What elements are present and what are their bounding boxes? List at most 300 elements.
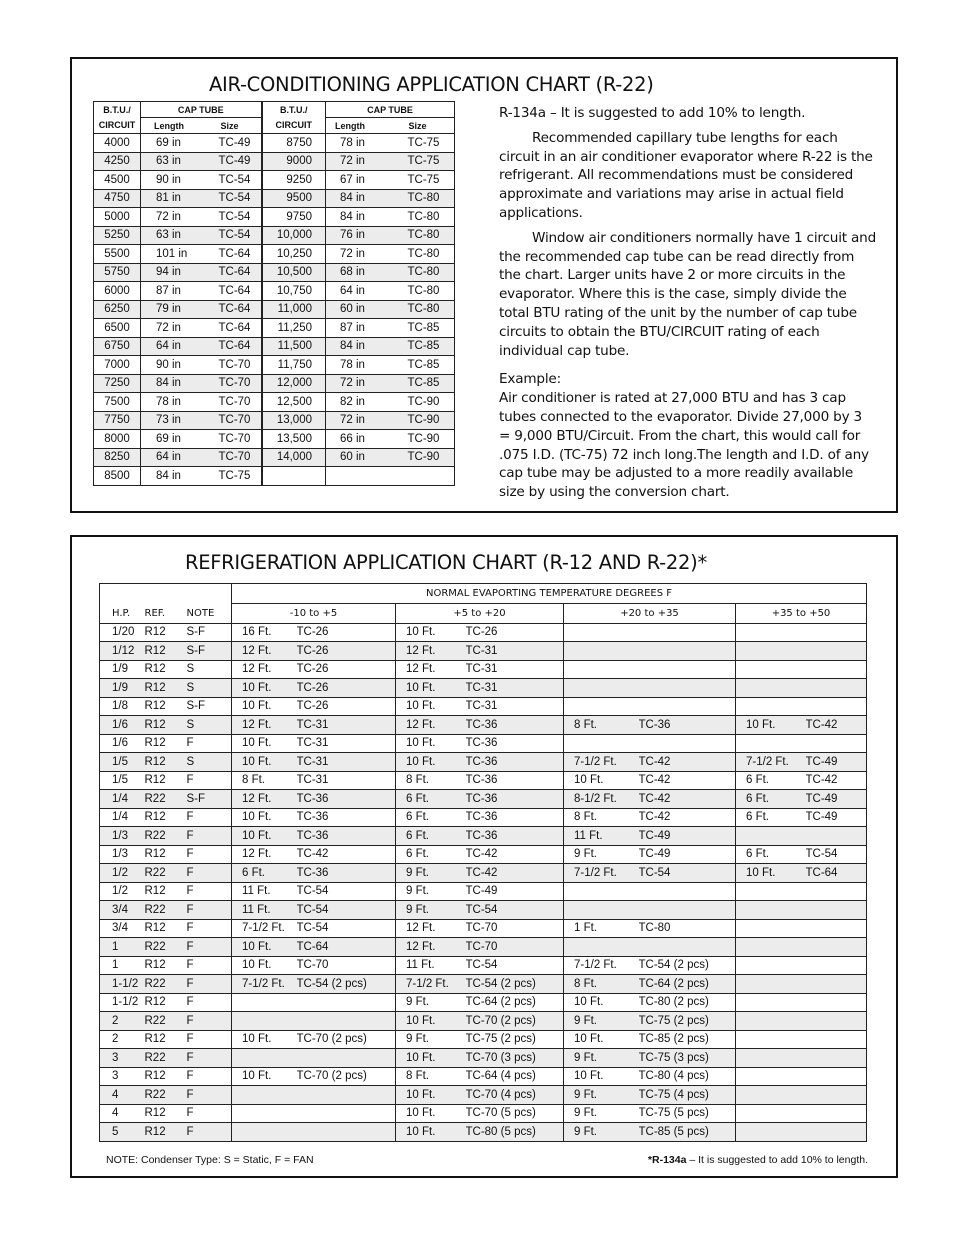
length-cell: 10 Ft. (396, 697, 466, 716)
tube-cell: TC-80 (2 pcs) (639, 993, 736, 1012)
tube-cell (297, 1012, 396, 1031)
length-cell: 67 in (326, 171, 390, 190)
length-cell: 12 Ft. (232, 716, 297, 735)
ref-cell: R12 (145, 882, 187, 901)
length-cell: 6 Ft. (232, 864, 297, 883)
btu-cell: 9000 (262, 152, 326, 171)
length-cell: 7-1/2 Ft. (564, 753, 639, 772)
tube-cell: TC-31 (466, 642, 564, 661)
tube-cell: TC-36 (466, 753, 564, 772)
btu-cell: 12,500 (262, 393, 326, 412)
tube-cell: TC-64 (806, 864, 867, 883)
ref-table-row (100, 642, 867, 661)
btu-cell: 8250 (94, 448, 141, 467)
tube-cell: TC-70 (5 pcs) (466, 1104, 564, 1123)
ref-table-row (100, 1012, 867, 1031)
tube-cell (806, 901, 867, 920)
note-header: NOTE (187, 604, 232, 624)
tube-cell: TC-42 (466, 845, 564, 864)
ac-chart-panel (70, 57, 898, 513)
tube-cell: TC-26 (297, 623, 396, 642)
hp-cell: 1/2 (100, 882, 145, 901)
tube-cell: TC-31 (297, 734, 396, 753)
ac-table-row (94, 393, 455, 412)
ac-table-row (94, 282, 455, 301)
hp-cell: 1/6 (100, 716, 145, 735)
tube-cell (806, 827, 867, 846)
hp-cell: 3/4 (100, 919, 145, 938)
size-cell: TC-64 (203, 263, 262, 282)
btu-cell: 12,000 (262, 374, 326, 393)
tube-cell: TC-64 (297, 938, 396, 957)
length-cell: 72 in (141, 208, 203, 227)
length-cell: 10 Ft. (396, 1086, 466, 1105)
length-cell: 6 Ft. (736, 808, 806, 827)
ref-table-row (100, 993, 867, 1012)
hp-cell: 1/5 (100, 771, 145, 790)
btu-cell: 9500 (262, 189, 326, 208)
range-header-3: +20 to +35 (564, 604, 736, 624)
length-cell: 9 Ft. (396, 864, 466, 883)
range-header-2: +5 to +20 (396, 604, 564, 624)
size-cell: TC-70 (203, 393, 262, 412)
ac-table-row (94, 319, 455, 338)
length-cell (736, 1012, 806, 1031)
size-cell: TC-54 (203, 189, 262, 208)
ac-table-row (94, 171, 455, 190)
length-cell: 90 in (141, 356, 203, 375)
tube-cell (297, 1086, 396, 1105)
tube-cell: TC-85 (5 pcs) (639, 1123, 736, 1142)
hp-cell: 1-1/2 (100, 993, 145, 1012)
length-cell: 81 in (141, 189, 203, 208)
size-cell: TC-75 (390, 134, 455, 153)
length-cell: 84 in (326, 208, 390, 227)
length-cell: 8 Ft. (564, 808, 639, 827)
note-cell: F (187, 1012, 232, 1031)
length-cell: 87 in (326, 319, 390, 338)
btu-cell: 4750 (94, 189, 141, 208)
tube-cell: TC-36 (466, 734, 564, 753)
note-cell: F (187, 808, 232, 827)
btu-cell: 6750 (94, 337, 141, 356)
size-cell: TC-54 (203, 226, 262, 245)
length-cell: 10 Ft. (232, 808, 297, 827)
btu-cell: 4500 (94, 171, 141, 190)
ac-table-row (94, 134, 455, 153)
tube-cell: TC-42 (466, 864, 564, 883)
length-cell: 10 Ft. (396, 623, 466, 642)
note-cell: F (187, 956, 232, 975)
tube-cell (639, 938, 736, 957)
btu-cell (262, 467, 326, 486)
btu-cell: 11,750 (262, 356, 326, 375)
note-cell: F (187, 827, 232, 846)
length-cell: 7-1/2 Ft. (564, 956, 639, 975)
ac-table-row (94, 356, 455, 375)
ac-table-row (94, 245, 455, 264)
ref-cell: R22 (145, 864, 187, 883)
note-cell: F (187, 771, 232, 790)
length-cell (736, 919, 806, 938)
r134a-footnote-bold: *R-134a (647, 1154, 687, 1166)
tube-cell: TC-80 (639, 919, 736, 938)
length-cell: 64 in (141, 337, 203, 356)
ref-table-row (100, 753, 867, 772)
length-cell: 64 in (141, 448, 203, 467)
btu-cell: 5750 (94, 263, 141, 282)
ac-chart-table (93, 101, 455, 486)
tube-cell: TC-36 (466, 716, 564, 735)
tube-cell (639, 697, 736, 716)
tube-cell: TC-31 (466, 660, 564, 679)
ref-cell: R12 (145, 660, 187, 679)
length-cell: 10 Ft. (396, 1049, 466, 1068)
tube-cell (806, 623, 867, 642)
tube-cell: TC-70 (297, 956, 396, 975)
length-cell: 9 Ft. (564, 845, 639, 864)
tube-cell: TC-70 (2 pcs) (297, 1067, 396, 1086)
tube-cell: TC-42 (297, 845, 396, 864)
ref-cell: R12 (145, 771, 187, 790)
length-cell: 11 Ft. (564, 827, 639, 846)
length-cell (326, 467, 390, 486)
length-cell: 72 in (326, 152, 390, 171)
length-cell: 60 in (326, 300, 390, 319)
btu-cell: 9750 (262, 208, 326, 227)
hp-cell: 2 (100, 1012, 145, 1031)
tube-cell: TC-54 (806, 845, 867, 864)
btu-cell: 8750 (262, 134, 326, 153)
length-cell: 87 in (141, 282, 203, 301)
tube-cell (806, 1049, 867, 1068)
length-cell: 10 Ft. (564, 1067, 639, 1086)
size-cell: TC-70 (203, 430, 262, 449)
length-cell: 10 Ft. (232, 956, 297, 975)
note-cell: F (187, 901, 232, 920)
size-cell: TC-70 (203, 356, 262, 375)
length-cell: 12 Ft. (232, 790, 297, 809)
length-cell: 11 Ft. (232, 882, 297, 901)
length-cell: 8 Ft. (564, 716, 639, 735)
ac-chart-title: AIR-CONDITIONING APPLICATION CHART (R-22) (209, 73, 654, 96)
tube-cell: TC-36 (466, 827, 564, 846)
length-cell (564, 679, 639, 698)
note-cell: F (187, 1104, 232, 1123)
tube-cell: TC-42 (639, 753, 736, 772)
size-cell: TC-80 (390, 245, 455, 264)
size-cell: TC-90 (390, 393, 455, 412)
length-cell: 68 in (326, 263, 390, 282)
ref-cell: R12 (145, 1104, 187, 1123)
tube-cell: TC-36 (639, 716, 736, 735)
tube-cell (297, 1123, 396, 1142)
length-cell (736, 938, 806, 957)
length-cell: 9 Ft. (564, 1086, 639, 1105)
length-cell (564, 642, 639, 661)
length-cell: 12 Ft. (396, 716, 466, 735)
tube-cell: TC-36 (466, 771, 564, 790)
hp-cell: 5 (100, 1123, 145, 1142)
tube-cell (297, 1049, 396, 1068)
tube-cell (806, 660, 867, 679)
tube-cell (639, 734, 736, 753)
hp-cell: 1/9 (100, 679, 145, 698)
ref-cell: R12 (145, 956, 187, 975)
tube-cell: TC-42 (639, 790, 736, 809)
tube-cell (806, 882, 867, 901)
tube-cell: TC-26 (297, 660, 396, 679)
tube-cell: TC-54 (466, 901, 564, 920)
tube-cell: TC-26 (297, 697, 396, 716)
tube-cell (639, 882, 736, 901)
length-cell (736, 1030, 806, 1049)
size-cell: TC-75 (390, 171, 455, 190)
tube-cell: TC-54 (297, 901, 396, 920)
length-cell: 9 Ft. (396, 901, 466, 920)
length-cell (736, 827, 806, 846)
btu-cell: 7750 (94, 411, 141, 430)
length-cell (736, 1123, 806, 1142)
length-cell: 9 Ft. (564, 1049, 639, 1068)
length-cell: 9 Ft. (396, 1030, 466, 1049)
ref-cell: R22 (145, 827, 187, 846)
ref-table-row (100, 975, 867, 994)
length-cell: 6 Ft. (396, 827, 466, 846)
length-cell: 7-1/2 Ft. (736, 753, 806, 772)
ref-cell: R22 (145, 1012, 187, 1031)
size-cell: TC-54 (203, 208, 262, 227)
hp-cell: 1-1/2 (100, 975, 145, 994)
btu-cell: 5000 (94, 208, 141, 227)
length-cell: 66 in (326, 430, 390, 449)
length-cell: 16 Ft. (232, 623, 297, 642)
btu-cell: 5250 (94, 226, 141, 245)
length-cell: 7-1/2 Ft. (232, 919, 297, 938)
tube-cell (297, 1104, 396, 1123)
ref-cell: R12 (145, 845, 187, 864)
length-cell: 8-1/2 Ft. (564, 790, 639, 809)
btu-cell: 10,500 (262, 263, 326, 282)
ac-table-row (94, 263, 455, 282)
tube-cell: TC-36 (466, 790, 564, 809)
note-cell: S (187, 660, 232, 679)
hp-cell: 2 (100, 1030, 145, 1049)
ref-chart-table (99, 583, 867, 1142)
tube-cell: TC-64 (4 pcs) (466, 1067, 564, 1086)
length-cell: 10 Ft. (232, 1067, 297, 1086)
length-cell: 84 in (326, 337, 390, 356)
length-cell: 10 Ft. (232, 1030, 297, 1049)
hp-cell: 1/4 (100, 790, 145, 809)
length-cell (736, 1086, 806, 1105)
ref-table-row (100, 790, 867, 809)
length-cell (232, 1104, 297, 1123)
tube-cell: TC-49 (806, 808, 867, 827)
size-cell: TC-80 (390, 208, 455, 227)
tube-cell (806, 642, 867, 661)
btu-cell: 7250 (94, 374, 141, 393)
length-cell (564, 660, 639, 679)
length-cell: 78 in (141, 393, 203, 412)
hp-cell: 1/3 (100, 827, 145, 846)
length-cell: 78 in (326, 134, 390, 153)
btu-cell: 13,500 (262, 430, 326, 449)
tube-cell: TC-80 (4 pcs) (639, 1067, 736, 1086)
tube-cell: TC-26 (297, 679, 396, 698)
length-cell (736, 660, 806, 679)
tube-cell (806, 734, 867, 753)
r134a-note: R-134a – It is suggested to add 10% to length. (499, 105, 806, 121)
note-cell: F (187, 938, 232, 957)
tube-cell: TC-36 (297, 790, 396, 809)
ref-cell: R22 (145, 901, 187, 920)
size-cell: TC-90 (390, 430, 455, 449)
tube-cell: TC-54 (466, 956, 564, 975)
tube-cell (806, 1104, 867, 1123)
length-cell (736, 956, 806, 975)
ac-description (499, 104, 877, 502)
tube-cell (806, 993, 867, 1012)
size-cell: TC-75 (390, 152, 455, 171)
length-cell: 6 Ft. (736, 790, 806, 809)
ac-table-row (94, 430, 455, 449)
size-cell: TC-90 (390, 448, 455, 467)
note-cell: S (187, 679, 232, 698)
length-cell: 9 Ft. (396, 993, 466, 1012)
length-cell: 10 Ft. (396, 734, 466, 753)
tube-cell: TC-49 (806, 790, 867, 809)
range-header-4: +35 to +50 (736, 604, 867, 624)
size-cell: TC-70 (203, 411, 262, 430)
ref-table-row (100, 1030, 867, 1049)
hp-cell: 1/5 (100, 753, 145, 772)
tube-cell: TC-49 (639, 827, 736, 846)
ref-table-row (100, 771, 867, 790)
size-cell: TC-80 (390, 226, 455, 245)
length-cell: 10 Ft. (396, 679, 466, 698)
size-cell: TC-49 (203, 134, 262, 153)
length-cell: 60 in (326, 448, 390, 467)
btu-cell: 4000 (94, 134, 141, 153)
tube-cell: TC-54 (2 pcs) (466, 975, 564, 994)
length-cell: 12 Ft. (396, 642, 466, 661)
btu-cell: 9250 (262, 171, 326, 190)
cap-tube-header-2: CAP TUBE (326, 102, 455, 118)
length-cell: 10 Ft. (396, 753, 466, 772)
length-cell: 8 Ft. (396, 771, 466, 790)
length-cell: 12 Ft. (396, 938, 466, 957)
tube-cell: TC-75 (3 pcs) (639, 1049, 736, 1068)
hp-cell: 1/6 (100, 734, 145, 753)
length-cell (232, 1086, 297, 1105)
ref-cell: R12 (145, 679, 187, 698)
ref-table-row (100, 901, 867, 920)
btu-cell: 7500 (94, 393, 141, 412)
tube-cell (806, 679, 867, 698)
tube-cell: TC-31 (297, 753, 396, 772)
ref-table-row (100, 679, 867, 698)
ref-cell: R12 (145, 716, 187, 735)
length-cell: 10 Ft. (736, 864, 806, 883)
length-cell: 11 Ft. (232, 901, 297, 920)
condenser-note: NOTE: Condenser Type: S = Static, F = FAN (106, 1154, 314, 1166)
ref-table-row (100, 938, 867, 957)
length-cell: 10 Ft. (396, 1104, 466, 1123)
tube-cell (806, 919, 867, 938)
temp-group-header: NORMAL EVAPORTING TEMPERATURE DEGREES F (232, 584, 867, 604)
btu-cell: 8000 (94, 430, 141, 449)
size-cell: TC-80 (390, 300, 455, 319)
note-cell: F (187, 993, 232, 1012)
ac-table-row (94, 374, 455, 393)
length-cell (232, 993, 297, 1012)
tube-cell (639, 660, 736, 679)
size-cell: TC-80 (390, 263, 455, 282)
tube-cell (806, 938, 867, 957)
btu-cell: 5500 (94, 245, 141, 264)
length-cell: 8 Ft. (232, 771, 297, 790)
ref-cell: R12 (145, 1030, 187, 1049)
btu-cell: 13,000 (262, 411, 326, 430)
tube-cell: TC-54 (297, 919, 396, 938)
ref-cell: R22 (145, 1086, 187, 1105)
length-cell: 9 Ft. (564, 1123, 639, 1142)
length-cell: 10 Ft. (232, 679, 297, 698)
btu-header: B.T.U./ CIRCUIT (94, 102, 141, 134)
length-cell (564, 697, 639, 716)
size-cell: TC-70 (203, 448, 262, 467)
hp-cell: 1/2 (100, 864, 145, 883)
tube-cell: TC-49 (639, 845, 736, 864)
hp-cell: 1/20 (100, 623, 145, 642)
ac-table-row (94, 208, 455, 227)
length-cell: 6 Ft. (396, 845, 466, 864)
btu-cell: 8500 (94, 467, 141, 486)
hp-cell: 1/4 (100, 808, 145, 827)
tube-cell: TC-64 (2 pcs) (466, 993, 564, 1012)
ref-cell: R12 (145, 808, 187, 827)
length-cell: 84 in (141, 374, 203, 393)
ref-cell: R12 (145, 919, 187, 938)
length-cell (736, 697, 806, 716)
cap-tube-header: CAP TUBE (141, 102, 262, 118)
length-cell: 101 in (141, 245, 203, 264)
tube-cell: TC-42 (639, 808, 736, 827)
size-cell: TC-85 (390, 374, 455, 393)
length-cell: 10 Ft. (232, 734, 297, 753)
tube-cell: TC-75 (2 pcs) (466, 1030, 564, 1049)
tube-cell: TC-31 (297, 771, 396, 790)
note-cell: S (187, 753, 232, 772)
tube-cell: TC-31 (297, 716, 396, 735)
hp-cell: 4 (100, 1104, 145, 1123)
ref-table-row (100, 845, 867, 864)
length-cell: 10 Ft. (396, 1012, 466, 1031)
size-cell: TC-64 (203, 282, 262, 301)
ac-table-row (94, 411, 455, 430)
ref-chart-panel (70, 535, 898, 1178)
size-cell: TC-80 (390, 282, 455, 301)
length-cell (564, 734, 639, 753)
tube-cell (806, 975, 867, 994)
length-cell: 69 in (141, 134, 203, 153)
ref-table-row (100, 716, 867, 735)
ref-table-row (100, 864, 867, 883)
ref-table-row (100, 734, 867, 753)
length-cell: 76 in (326, 226, 390, 245)
length-cell: 6 Ft. (396, 808, 466, 827)
